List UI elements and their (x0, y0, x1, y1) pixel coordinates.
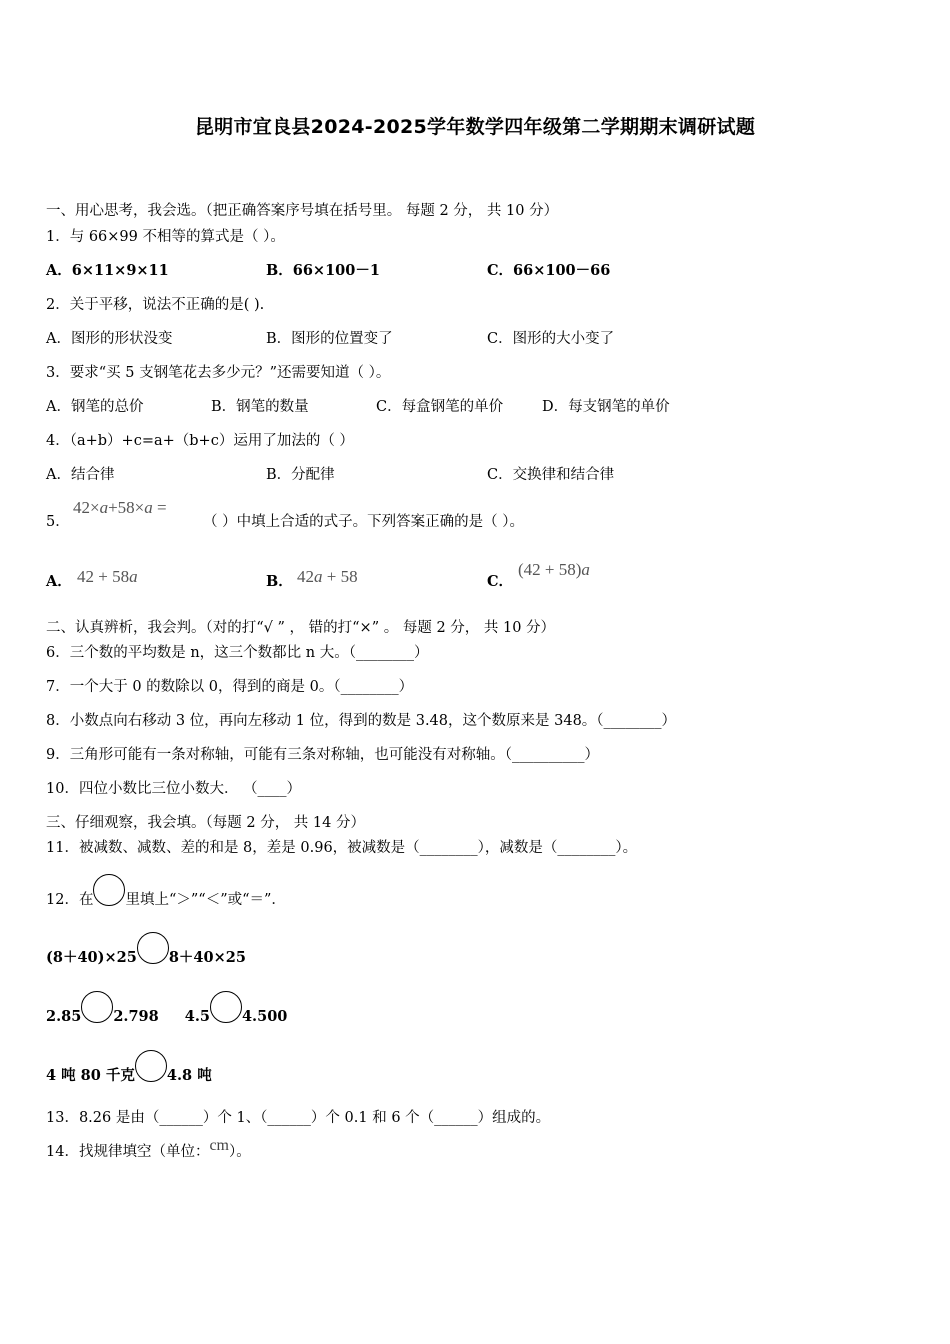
q5-option-b-label: B． (266, 573, 293, 590)
q5-expression: 42×a+58×a = (73, 498, 167, 517)
compare-circle[interactable] (93, 874, 125, 906)
compare-circle[interactable] (135, 1050, 167, 1082)
section-2-header: 二、认真辨析，我会判。（对的打“√ ” ， 错的打“×” 。 每题 2 分， 共 10 分） (46, 620, 556, 636)
q12-row-2: 2.85 2.798 4.5 4.500 (46, 991, 287, 1027)
q3-option-a: A．钢笔的总价 (46, 399, 144, 415)
q12-row-1: (8＋40)×25 8＋40×25 (46, 932, 246, 968)
compare-circle[interactable] (210, 991, 242, 1023)
q2-option-b: B．图形的位置变了 (266, 331, 393, 347)
question-12: 12．在 里填上“＞”“＜”或“＝”． (46, 874, 286, 910)
question-3: 3．要求“买 5 支钢笔花去多少元？”还需要知道（ ）。 (46, 365, 391, 381)
q3-option-d: D．每支钢笔的单价 (542, 399, 670, 415)
q1-option-c: C．66×100－66 (487, 262, 611, 279)
question-7: 7．一个大于 0 的数除以 0，得到的商是 0。（________） (46, 679, 414, 695)
question-8: 8．小数点向右移动 3 位，再向左移动 1 位，得到的数是 3.48，这个数原来是 348。（________） (46, 713, 677, 729)
q2-option-c: C．图形的大小变了 (487, 331, 615, 347)
question-6: 6．三个数的平均数是 n，这三个数都比 n 大。（________） (46, 645, 429, 661)
q5-option-a-expr: 42 + 58a (77, 567, 138, 586)
q4-option-c: C．交换律和结合律 (487, 467, 615, 483)
q5-option-b-expr: 42a + 58 (297, 567, 358, 586)
question-13: 13．8.26 是由（______）个 1、（______）个 0.1 和 6 个（______）组成的。 (46, 1110, 551, 1126)
question-14: 14．找规律填空（单位：cm）。 (46, 1137, 251, 1160)
question-10: 10．四位小数比三位小数大． （____） (46, 781, 302, 797)
compare-circle[interactable] (81, 991, 113, 1023)
section-3-header: 三、仔细观察，我会填。（每题 2 分， 共 14 分） (46, 815, 365, 831)
q3-option-c: C．每盒钢笔的单价 (376, 399, 504, 415)
q1-option-a: A．6×11×9×11 (46, 262, 169, 279)
q4-option-a: A．结合律 (46, 467, 115, 483)
q5-option-a-label: A． (46, 573, 72, 590)
q5-text: （ ）中填上合适的式子。下列答案正确的是（ ）。 (203, 514, 524, 530)
q5-number: 5． (46, 514, 70, 530)
q12-row-3: 4 吨 80 千克 4.8 吨 (46, 1050, 212, 1086)
section-1-header: 一、用心思考，我会选。（把正确答案序号填在括号里。 每题 2 分， 共 10 分） (46, 203, 559, 219)
question-2: 2．关于平移，说法不正确的是( ). (46, 297, 265, 313)
question-11: 11．被减数、减数、差的和是 8，差是 0.96，被减数是（________），减数是（________）。 (46, 840, 638, 856)
question-4: 4．（a+b）+c=a+（b+c）运用了加法的（ ） (46, 433, 354, 449)
q2-option-a: A．图形的形状没变 (46, 331, 173, 347)
q5-option-c-label: C． (487, 573, 514, 590)
compare-circle[interactable] (137, 932, 169, 964)
question-1: 1．与 66×99 不相等的算式是（ ）。 (46, 229, 285, 245)
q5-option-c-expr: (42 + 58)a (518, 560, 590, 579)
q4-option-b: B．分配律 (266, 467, 335, 483)
question-9: 9．三角形可能有一条对称轴，可能有三条对称轴，也可能没有对称轴。（__________） (46, 747, 599, 763)
q1-option-b: B．66×100－1 (266, 262, 380, 279)
page-title: 昆明市宜良县2024-2025学年数学四年级第二学期期末调研试题 (194, 116, 756, 138)
q3-option-b: B．钢笔的数量 (211, 399, 309, 415)
